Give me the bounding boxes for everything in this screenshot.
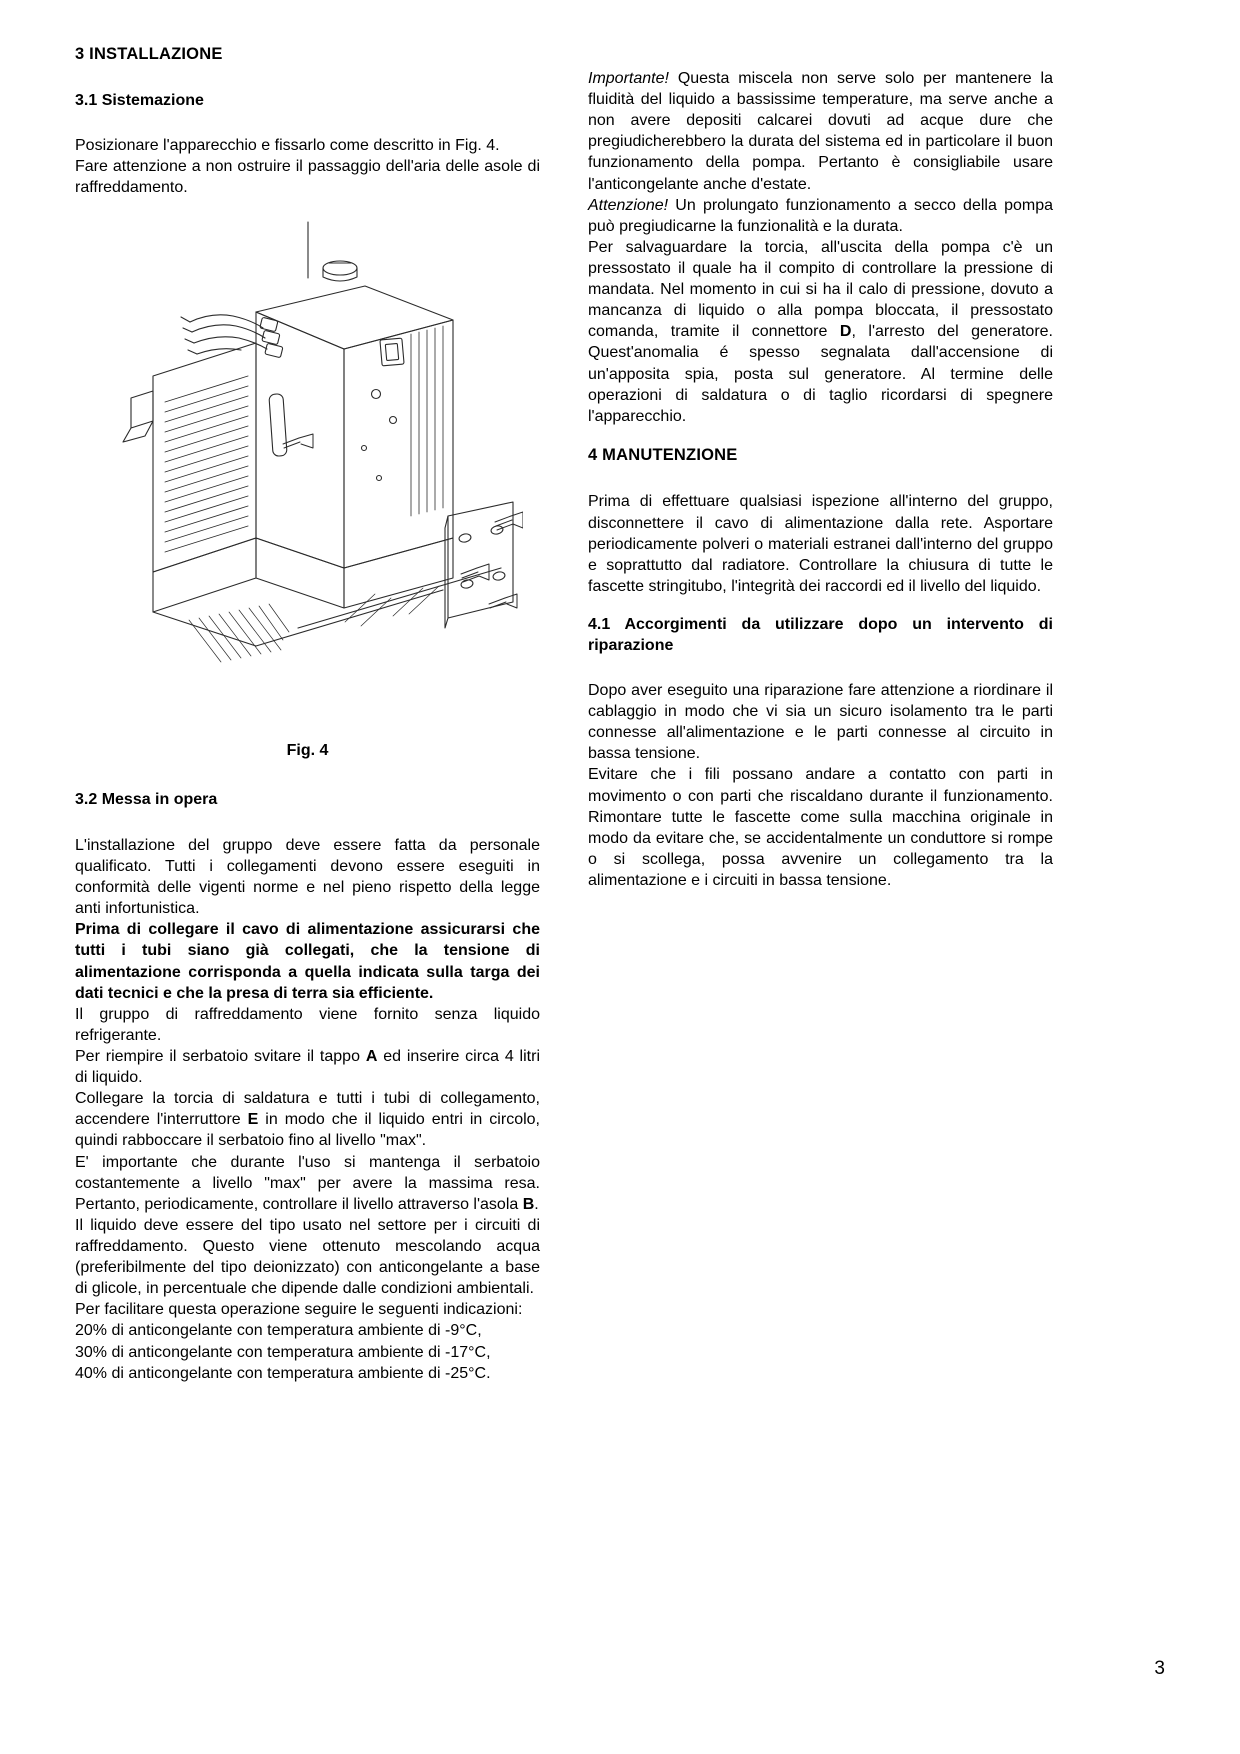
right-column: [588, 44, 1053, 1384]
callout-importante: Importante!: [588, 70, 669, 87]
paragraph-facilitare: Per facilitare questa operazione seguire le seguenti indicazioni:: [75, 1301, 523, 1319]
label-b: B: [522, 1195, 535, 1213]
paragraph-dopo-riparazione: Dopo aver eseguito una riparazione fare attenzione a riordinare il cablaggio in modo che vi sia un sicuro isolamento tra le parti connesse all'alimentazione e le parti connesse al circuito in bassa tensione.: [588, 681, 1053, 763]
text-run: Per salvaguardare la torcia, all'uscita della pompa c'è un pressostato il quale ha il compito di controllare la pressione di mandata. Nel momento in cui si ha il calo di pressione, dovuto a mancanza di liquido o alla pompa bloccata, il pressostato comanda, tramite il connettore: [588, 238, 1053, 341]
paragraph-installazione: L'installazione del gruppo deve essere fatta da personale qualificato. Tutti i collegamenti devono essere eseguiti in conformità delle vigenti norme e nel pieno rispetto della legge anti infortunistica.: [75, 836, 540, 918]
paragraph-evitare-fili: Evitare che i fili possano andare a contatto con parti in movimento o con parti che riscaldano durante il funzionamento. Rimontare tutte le fascette come sulla macchina originale in modo da evitare che, se accidentalmente un conduttore si rompe o si scollega, possa avvenire un collegamento tra la alimentazione e i circuiti in bassa tensione.: [588, 766, 1053, 889]
text-run: ed inserire circa 4 litri di liquido.: [75, 1047, 540, 1087]
page-number: 3: [1154, 1658, 1165, 1679]
paragraph-attenzione: [588, 195, 1053, 237]
label-a: A: [365, 1047, 378, 1065]
section-heading-4: 4 MANUTENZIONE: [588, 445, 738, 464]
mix-ratio-line-30: 30% di anticongelante con temperatura ambiente di -17°C,: [75, 1343, 491, 1361]
two-column-layout: [75, 44, 1165, 1384]
paragraph-gruppo-raffreddamento: Il gruppo di raffreddamento viene fornito senza liquido refrigerante.: [75, 1005, 540, 1044]
paragraph-pressostato: [588, 237, 1053, 427]
text-run: Per riempire il serbatoio svitare il tappo: [75, 1047, 366, 1065]
paragraph-livello-max: [75, 1152, 540, 1215]
cooling-unit-drawing: [93, 216, 523, 736]
callout-attenzione: Attenzione!: [588, 196, 669, 214]
label-d: D: [839, 323, 852, 341]
paragraph-fare-attenzione: Fare attenzione a non ostruire il passaggio dell'aria delle asole di raffreddamento.: [75, 158, 540, 197]
text-run: in modo che il liquido entri in circolo, quindi rabboccare il serbatoio fino al livello "max".: [75, 1111, 540, 1150]
subsection-heading-3-1: 3.1 Sistemazione: [75, 91, 204, 109]
left-column: [75, 44, 540, 1384]
paragraph-prima-di-collegare: Prima di collegare il cavo di alimentazione assicurarsi che tutti i tubi siano già collegati, che la tensione di alimentazione corrisponda a quella indicata sulla targa dei dati tecnici e che la presa di terra sia efficiente.: [75, 921, 540, 1002]
mix-ratio-line-20: 20% di anticongelante con temperatura ambiente di -9°C,: [75, 1322, 482, 1340]
figure-4-illustration: [75, 216, 540, 736]
subsection-heading-3-2: 3.2 Messa in opera: [75, 791, 218, 809]
subsection-heading-4-1: 4.1 Accorgimenti da utilizzare dopo un intervento di riparazione: [588, 616, 1053, 654]
section-heading-3: 3 INSTALLAZIONE: [75, 45, 223, 63]
text-run: Un prolungato funzionamento a secco della pompa può pregiudicarne la funzionalità e la durata.: [588, 196, 1053, 235]
text-run: E' importante che durante l'uso si mantenga il serbatoio costantemente a livello "max" per avere la massima resa. Pertanto, periodicamente, controllare il livello attraverso l'asola: [75, 1153, 540, 1213]
text-run: .: [534, 1195, 539, 1213]
text-run: , l'arresto del generatore. Quest'anomalia é spesso segnalata dall'accensione di un'apposita spia, posta sul generatore. Al termine delle operazioni di saldatura o di taglio ricordarsi di spegnere l'apparecchio.: [588, 323, 1053, 425]
paragraph-manutenzione: Prima di effettuare qualsiasi ispezione all'interno del gruppo, disconnettere il cavo di alimentazione dalla rete. Asportare periodicamente polveri o materiali estranei dall'interno del gruppo e soprattutto dal radiatore. Controllare la chiusura di tutte le fascette stringitubo, l'integrità dei raccordi ed il livello del liquido.: [588, 493, 1053, 595]
figure-caption: Fig. 4: [286, 742, 329, 760]
paragraph-posizionare: Posizionare l'apparecchio e fissarlo come descritto in Fig. 4.: [75, 137, 500, 155]
text-run: Collegare la torcia di saldatura e tutti i tubi di collegamento, accendere l'interruttore: [75, 1090, 540, 1129]
paragraph-importante: [588, 68, 1053, 195]
paragraph-liquido-tipo: Il liquido deve essere del tipo usato nel settore per i circuiti di raffreddamento. Questo viene ottenuto mescolando acqua (preferibilmente del tipo deionizzato) con anticongelante a base di glicole, in percentuale che dipende dalle condizioni ambientali.: [75, 1216, 540, 1298]
paragraph-riempire-serbatoio: [75, 1046, 540, 1088]
label-e: E: [247, 1111, 259, 1129]
mix-ratio-line-40: 40% di anticongelante con temperatura ambiente di -25°C.: [75, 1364, 491, 1382]
paragraph-collegare-torcia: [75, 1088, 540, 1151]
text-run: Questa miscela non serve solo per mantenere la fluidità del liquido a bassissime temperature, ma serve anche a non avere depositi calcarei dovuti ad acque dure che pregiudicherebbero la durata del sistema ed in particolare il buon funzionamento della pompa. Pertanto è consigliabile usare l'anticongelante anche d'estate.: [588, 70, 1053, 193]
